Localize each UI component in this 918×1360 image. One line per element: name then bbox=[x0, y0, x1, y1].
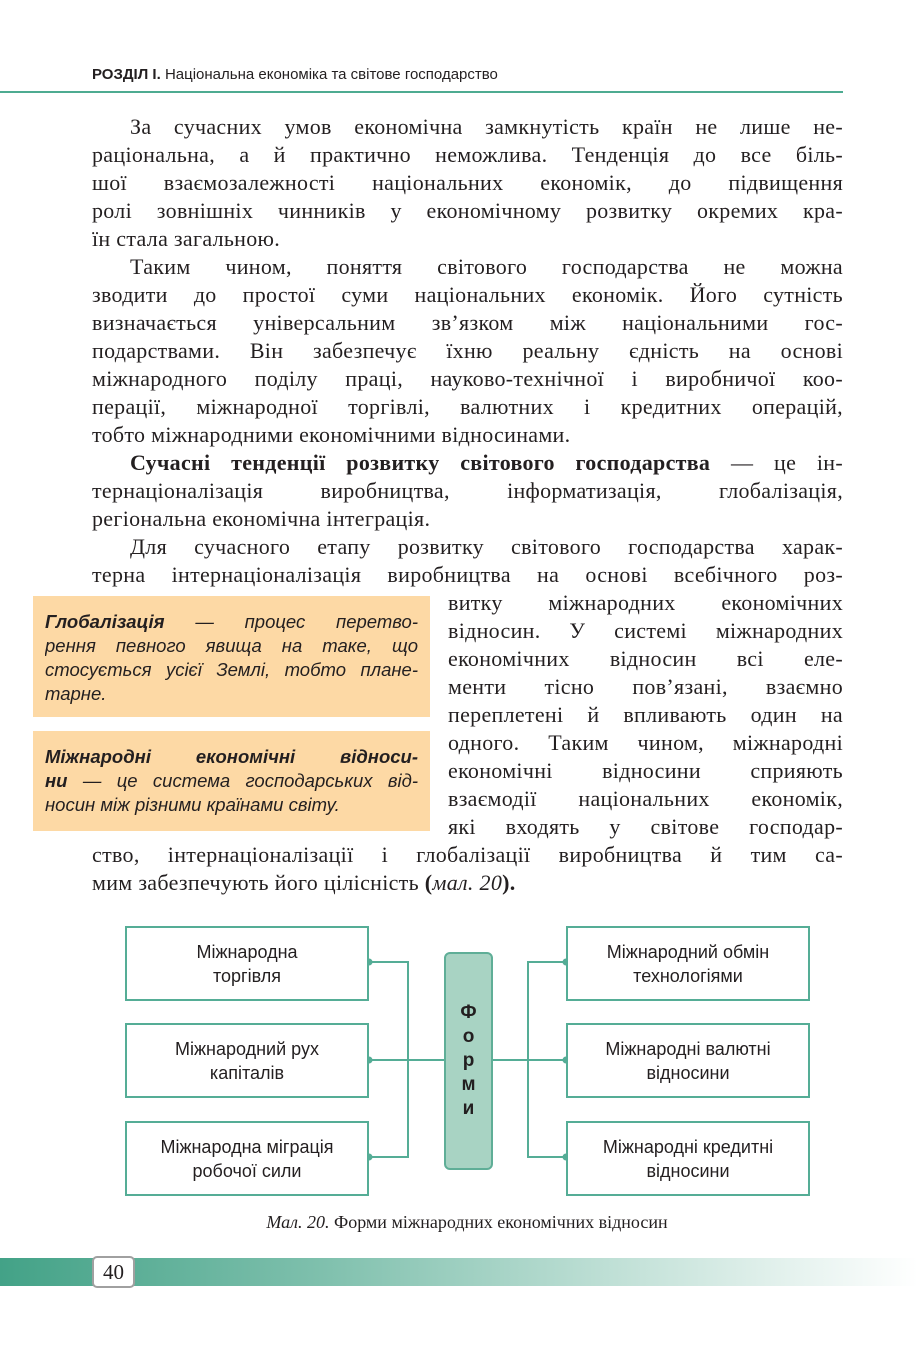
diagram-box-label: технологіями bbox=[633, 965, 743, 986]
text-line: відносин. У системі міжнародних bbox=[448, 618, 843, 643]
diagram-box-label: торгівля bbox=[212, 965, 282, 986]
figure-number: Мал. 20. bbox=[266, 1212, 330, 1232]
section-title: Національна економіка та світове господарство bbox=[164, 66, 498, 83]
text-fragment: мим забезпечують його цілісність bbox=[92, 870, 425, 895]
text-line: економічних відносин всі еле- bbox=[448, 646, 843, 671]
definition-term: Міжнародні економічні відноси- bbox=[45, 746, 418, 767]
definition-fragment: — процес перетво- bbox=[164, 611, 418, 632]
diagram-box-technology-exchange bbox=[566, 926, 810, 1001]
text-line: Для сучасного етапу розвитку світового господарства харак- bbox=[130, 534, 843, 559]
text-line: Таким чином, поняття світового господарства не можна bbox=[130, 254, 843, 279]
diagram-box-credit-relations bbox=[566, 1121, 810, 1196]
diagram-box-capital-movement bbox=[125, 1023, 369, 1098]
diagram-box-label: робочої сили bbox=[192, 1160, 302, 1181]
diagram-center-box bbox=[444, 952, 493, 1170]
text-line: менти тісно пов’язані, взаємно bbox=[448, 674, 843, 699]
key-term: Сучасні тенденції розвитку світового господарства bbox=[130, 450, 711, 475]
text-fragment: — це ін- bbox=[710, 450, 843, 475]
text-line: тобто міжнародними економічними відносинами. bbox=[92, 422, 571, 447]
text-line: одного. Таким чином, міжнародні bbox=[448, 730, 843, 755]
text-line: регіональна економічна інтеграція. bbox=[92, 506, 431, 531]
definition-line bbox=[45, 610, 418, 634]
diagram-box-international-trade bbox=[125, 926, 369, 1001]
definition-fragment: — це система господарських від- bbox=[67, 770, 418, 791]
text-line: міжнародного поділу праці, науково-технічної і виробничої коо- bbox=[92, 366, 843, 391]
figure-title: Форми міжнародних економічних відносин bbox=[329, 1212, 668, 1232]
paren-close: ). bbox=[502, 870, 516, 895]
diagram-box-label: відносини bbox=[646, 1062, 730, 1083]
diagram-box-label: відносини bbox=[646, 1160, 730, 1181]
diagram-box-currency-relations bbox=[566, 1023, 810, 1098]
text-line: переплетені й впливають один на bbox=[448, 702, 843, 727]
definition-term-end: ни bbox=[45, 770, 68, 791]
text-line: шої взаємозалежності національних економік, до підвищення bbox=[92, 170, 843, 195]
text-line: взаємодії національних економік, bbox=[448, 786, 843, 811]
diagram-box-label: Міжнародний обмін bbox=[606, 941, 770, 962]
text-line: тернаціоналізація виробництва, інформатизація, глобалізація, bbox=[92, 478, 843, 503]
definition-line: стосується усієї Землі, тобто плане- bbox=[45, 659, 418, 680]
figure-reference: мал. 20 bbox=[432, 870, 503, 895]
diagram-box-labor-migration bbox=[125, 1121, 369, 1196]
definition-line: рення певного явища на таке, що bbox=[45, 635, 418, 656]
text-line: подарствами. Він забезпечує їхню реальну єдність на основі bbox=[92, 338, 843, 363]
definition-box-international-relations bbox=[33, 731, 430, 831]
text-line: їн стала загальною. bbox=[92, 226, 281, 251]
text-line: економічні відносини сприяють bbox=[448, 758, 843, 783]
diagram-box-label: Міжнародні кредитні bbox=[602, 1136, 774, 1157]
text-line: визначається універсальним зв’язком між національними гос- bbox=[92, 310, 843, 335]
diagram-box-label: Міжнародний рух bbox=[175, 1038, 319, 1059]
text-line bbox=[92, 869, 843, 897]
definition-line bbox=[45, 769, 418, 793]
text-line: зводити до простої суми національних економік. Його сутність bbox=[92, 282, 843, 307]
diagram-center-label: Форми bbox=[460, 1002, 477, 1119]
text-line: перації, міжнародної торгівлі, валютних і кредитних операцій, bbox=[92, 394, 843, 419]
header-rule bbox=[0, 91, 843, 93]
definition-line: носин між різними країнами світу. bbox=[45, 794, 340, 815]
definition-box-globalization bbox=[33, 596, 430, 717]
text-line: ство, інтернаціоналізації і глобалізації виробництва й тим са- bbox=[92, 842, 843, 867]
text-line: витку міжнародних економічних bbox=[448, 590, 843, 615]
diagram-box-label: Міжнародні валютні bbox=[605, 1038, 771, 1059]
definition-term: Глобалізація bbox=[45, 611, 165, 632]
diagram-box-label: Міжнародна bbox=[196, 941, 298, 962]
text-line: терна інтернаціоналізація виробництва на основі всебічного роз- bbox=[92, 562, 843, 587]
diagram-box-label: капіталів bbox=[209, 1062, 285, 1083]
section-label: РОЗДІЛ І. bbox=[92, 66, 161, 83]
text-line: які входять у світове господар- bbox=[448, 814, 843, 839]
paren-open: ( bbox=[424, 870, 433, 895]
definition-line: тарне. bbox=[45, 683, 107, 704]
page-number: 40 bbox=[92, 1256, 135, 1288]
figure-caption bbox=[167, 1210, 767, 1234]
text-line bbox=[92, 449, 843, 477]
running-header bbox=[92, 65, 498, 85]
text-line: раціональна, а й практично неможлива. Тенденція до все біль- bbox=[92, 142, 843, 167]
diagram-box-label: Міжнародна міграція bbox=[160, 1136, 334, 1157]
text-line: ролі зовнішніх чинників у економічному розвитку окремих кра- bbox=[92, 198, 843, 223]
footer-bar bbox=[0, 1258, 918, 1286]
text-line: За сучасних умов економічна замкнутість країн не лише не- bbox=[130, 114, 843, 139]
